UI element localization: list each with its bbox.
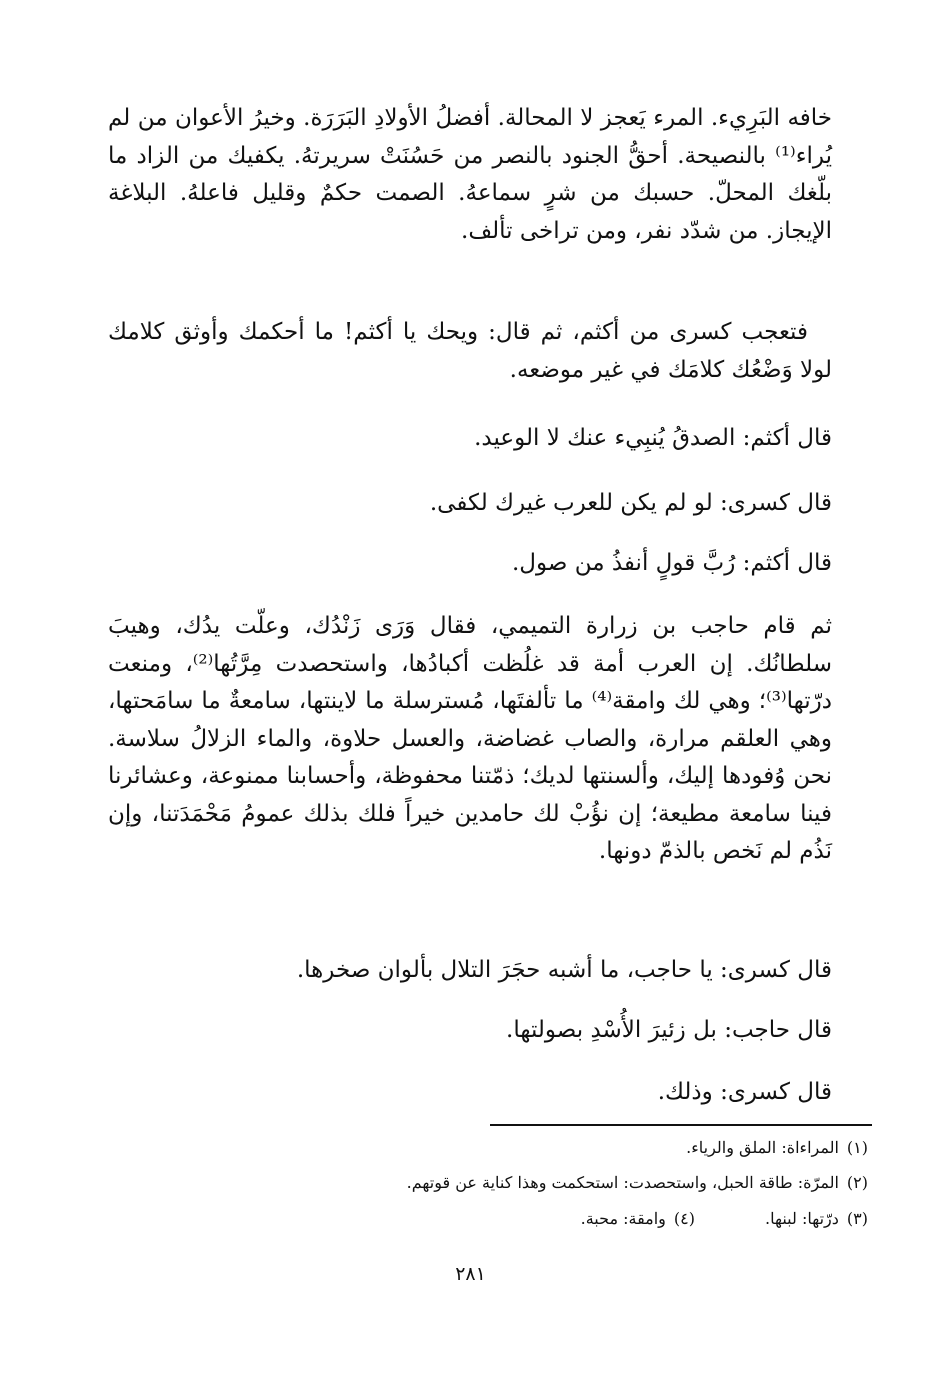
- footnote-number: (٣): [846, 1209, 868, 1228]
- paragraph-kisra-reaction: فتعجب كسرى من أكثم، ثم قال: ويحك يا أكثم! ما أحكمك وأوثق كلامك لولا وَضْعُك كلامَك في غير موضعه.: [108, 319, 832, 383]
- dialogue-kisra-2: قال كسرى: يا حاجب، ما أشبه حجَرَ التلال بألوان صخرها.: [296, 957, 832, 983]
- footnote-3-4: [581, 1208, 868, 1230]
- dialogue-aktham-2: قال أكثم: رُبَّ قولٍ أنفذُ من صول.: [511, 550, 832, 576]
- footnote-number: (١): [846, 1138, 868, 1157]
- dialogue-kisra-3: قال كسرى: وذلك.: [657, 1079, 832, 1105]
- footnote-separator: [490, 1124, 872, 1126]
- page-number: ٢٨١: [455, 1263, 486, 1285]
- footnote-text: المراءاة: الملق والرياء.: [686, 1138, 839, 1157]
- footnote-number: (٤): [673, 1209, 695, 1228]
- paragraph-maxims: خافه البَرِيء. المرء يَعجز لا المحالة. أفضلُ الأولادِ البَرَرَة. وخيرُ الأعوان من لم يُراء⁽¹⁾ بالنصيحة. أحقُّ الجنود بالنصر من حَسُنَتْ سريرتهُ. يكفيك من الزاد ما بلّغك المحلّ. حسبك من شرٍ سماعهُ. الصمت حكمٌ وقليل فاعلهُ. البلاغة الإيجاز. من شدّد نفر، ومن تراخى تألف.: [108, 105, 832, 244]
- footnote-2: [407, 1172, 868, 1194]
- paragraph-hajib-speech: ثم قام حاجب بن زرارة التميمي، فقال وَرَى زَنْدُك، وعلّت يدُك، وهيبَ سلطانُك. إن العرب أمة قد غلُظت أكبادُها، واستحصدت مِرَّتُها⁽²⁾، ومنعت درّتها⁽³⁾؛ وهي لك وامقة⁽⁴⁾ ما تألفتَها، مُسترسلة ما لاينتها، سامعةٌ ما سامَحتها، وهي العلقم مرارة، والصاب غضاضة، والعسل حلاوة، والماء الزلالُ سلاسة. نحن وُفودها إليك، وألسنتها لديك؛ ذمّتنا محفوظة، وأحسابنا ممنوعة، وعشائرنا فينا سامعة مطيعة؛ إن نؤُبْ لك حامدين خيراً فلك بذلك عمومُ مَحْمَدَتنا، وإن نَذُم لم نَخص بالذمّ دونها.: [108, 613, 832, 864]
- dialogue-aktham-1: قال أكثم: الصدقُ يُنبِيء عنك لا الوعيد.: [474, 425, 832, 451]
- footnote-text: وامقة: محبة.: [580, 1209, 666, 1228]
- footnote-number: (٢): [846, 1173, 868, 1192]
- footnote-text: درّتها: لبنها.: [765, 1209, 839, 1228]
- footnote-1: [686, 1137, 868, 1159]
- dialogue-hajib-1: قال حاجب: بل زئيرَ الأُسْدِ بصولتها.: [506, 1017, 832, 1043]
- dialogue-kisra-1: قال كسرى: لو لم يكن للعرب غيرك لكفى.: [429, 490, 832, 516]
- footnote-text: المرّة: طاقة الحبل، واستحصدت: استحكمت وهذا كناية عن قوتهم.: [406, 1173, 839, 1192]
